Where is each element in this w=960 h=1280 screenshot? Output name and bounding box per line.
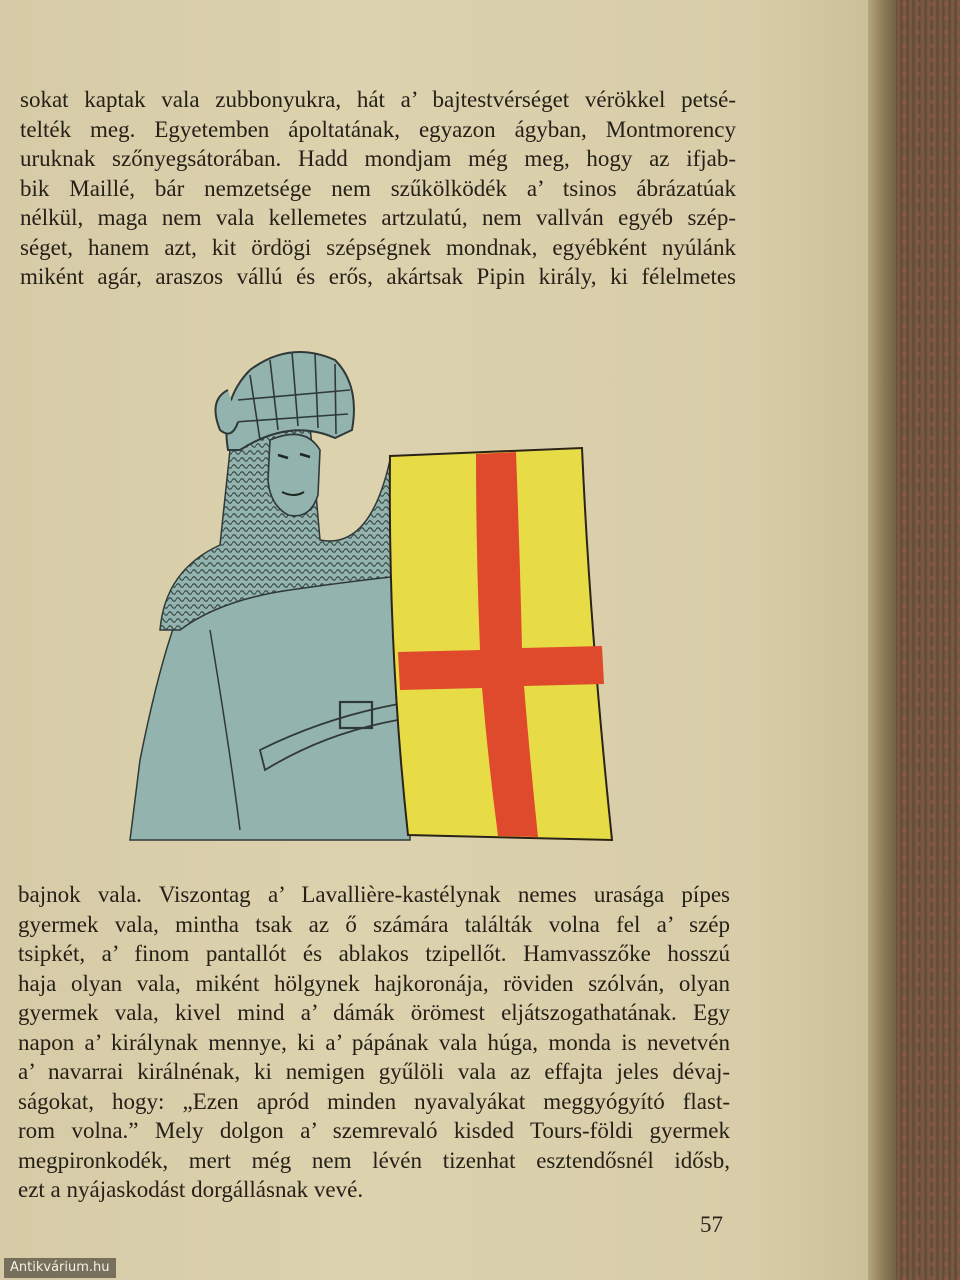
book-edge-pattern (900, 0, 960, 1280)
text-line: haja olyan vala, miként hölgynek hajkoronája, röviden szólván, olyan (18, 970, 730, 996)
text-line: sokat kaptak vala zubbonyukra, hát a’ bajtestvérséget vérökkel petsé- (20, 87, 736, 112)
text-line: telték meg. Egyetemben ápoltatának, egyazon ágyban, Montmorency (20, 116, 736, 142)
text-line: séget, hanem azt, kit ördögi szépségnek mondnak, egyébként nyúlánk (20, 234, 736, 260)
text-line: ságokat, hogy: „Ezen apród minden nyavalyákat meggyógyító flast- (18, 1088, 730, 1114)
knight-illustration (120, 330, 620, 850)
text-line: bik Maillé, bár nemzetsége nem szűkölködék a’ tsinos ábrázatúak (20, 175, 736, 201)
body-text-bottom (18, 880, 730, 1205)
text-line: a’ navarrai királnénak, ki nemigen gyűlöli vala az effajta jeles dévaj- (18, 1059, 730, 1084)
text-line: megpironkodék, mert még nem lévén tizenhat esztendősnél idősb, (18, 1147, 730, 1173)
text-line: nélkül, maga nem vala kellemetes artzulatú, nem vallván egyéb szép- (20, 205, 736, 230)
knight-face (268, 434, 320, 515)
book-gutter-shadow (868, 0, 898, 1280)
text-line: gyermek vala, mintha tsak az ő számára találták volna fel a’ szép (18, 911, 730, 937)
watermark: Antikvárium.hu (4, 1258, 116, 1278)
page-number: 57 (700, 1212, 723, 1237)
text-line: napon a’ királynak mennye, ki a’ pápának vala húga, monda is nevetvén (18, 1029, 730, 1055)
text-line: uruknak szőnyegsátorában. Hadd mondjam még meg, hogy az ifjab- (20, 146, 736, 171)
text-line: bajnok vala. Viszontag a’ Lavallière-kastélynak nemes urasága pípes (18, 882, 730, 907)
body-text-top (20, 85, 736, 292)
text-line: rom volna.” Mely dolgon a’ szemrevaló kisded Tours-földi gyermek (18, 1118, 730, 1143)
text-line: miként agár, araszos vállú és erős, akártsak Pipin király, ki félelmetes (20, 264, 736, 289)
text-line: tsipkét, a’ finom pantallót és ablakos tzipellőt. Hamvasszőke hosszú (18, 941, 730, 966)
text-line: ezt a nyájaskodást dorgállásnak vevé. (18, 1177, 364, 1202)
text-line: gyermek vala, kivel mind a’ dámák örömest eljátszogathatának. Egy (18, 1000, 730, 1025)
